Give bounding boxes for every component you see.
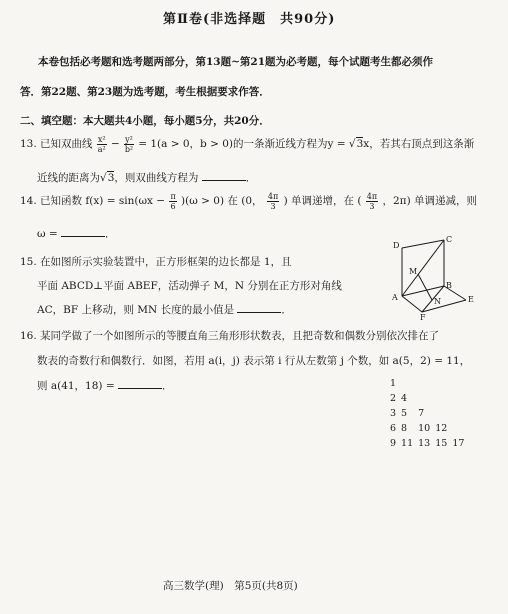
question-text: ) 单调递增，在 ( bbox=[283, 195, 362, 207]
question-text: 已知函数 f(x) = sin(ωx − bbox=[40, 195, 166, 207]
fraction-y2-b2: $\frac{\text{y²}}{\text{b²}}$ bbox=[124, 134, 134, 154]
table-cell: 13 bbox=[418, 438, 431, 449]
question-text: 在如图所示实验装置中，正方形框架的边长都是 1，且 bbox=[40, 256, 292, 268]
question-15-line-3 bbox=[37, 302, 292, 317]
vertex-label-E: E bbox=[468, 295, 474, 304]
table-cell: 15 bbox=[435, 438, 448, 449]
question-number: 15. bbox=[20, 256, 37, 268]
intro-line-1: 本卷包括必考题和选考题两部分，第13题~第21题为必考题，每个试题考生都必须作 bbox=[38, 56, 434, 68]
table-cell: 8 bbox=[401, 423, 408, 434]
table-cell: 2 bbox=[390, 393, 397, 404]
question-number: 13. bbox=[20, 138, 37, 150]
question-14-line-2 bbox=[37, 226, 116, 241]
fraction-4pi-3: $\frac{4\pi}{3}$ bbox=[267, 191, 279, 211]
cube-frame-figure bbox=[384, 234, 484, 320]
question-text: 已知双曲线 bbox=[40, 138, 93, 150]
question-16-line-1 bbox=[20, 328, 439, 343]
period: ． bbox=[105, 228, 116, 240]
answer-blank[interactable] bbox=[237, 303, 281, 313]
question-number: 14. bbox=[20, 195, 37, 207]
table-cell: 3 bbox=[390, 408, 397, 419]
answer-blank[interactable] bbox=[118, 379, 162, 389]
vertex-label-F: F bbox=[420, 313, 426, 320]
question-13-line-1 bbox=[20, 134, 474, 154]
triangle-number-table bbox=[390, 376, 469, 451]
period: ． bbox=[245, 172, 257, 184]
question-text: ω = bbox=[37, 228, 58, 240]
sqrt-symbol: √3 bbox=[100, 172, 115, 184]
period: ． bbox=[281, 304, 292, 316]
table-cell: 11 bbox=[401, 438, 414, 449]
table-cell: 10 bbox=[418, 423, 431, 434]
page-title: 第Ⅱ卷(非选择题 共90分) bbox=[163, 12, 336, 27]
intro-line-2: 答．第22题、第23题为选考题，考生根据要求作答． bbox=[20, 86, 270, 98]
vertex-label-D: D bbox=[393, 241, 400, 250]
question-13-line-2 bbox=[37, 170, 256, 185]
sqrt-symbol: √3 bbox=[348, 138, 364, 150]
table-cell: 5 bbox=[401, 408, 408, 419]
point-label-N: N bbox=[434, 297, 441, 306]
question-text: ，则双曲线方程为 bbox=[114, 172, 199, 184]
fraction-4pi-3: $\frac{4\pi}{3}$ bbox=[366, 191, 378, 211]
question-text: 则 a(41，18) = bbox=[37, 380, 115, 392]
question-text: )(ω > 0) 在 (0， bbox=[181, 195, 263, 207]
question-15-line-1 bbox=[20, 254, 292, 269]
fraction-pi-6: $\frac{\pi}{6}$ bbox=[170, 191, 176, 211]
question-15-line-2: 平面 ABCD⊥平面 ABEF，活动弹子 M，N 分别在正方形对角线 bbox=[37, 280, 342, 292]
question-text: ，2π) 单调递减，则 bbox=[382, 195, 477, 207]
answer-blank[interactable] bbox=[202, 171, 246, 181]
table-cell: 9 bbox=[390, 438, 397, 449]
vertex-label-B: B bbox=[446, 281, 452, 290]
question-text: 某同学做了一个如图所示的等腰直角三角形形状数表，且把奇数和偶数分别依次排在了 bbox=[40, 330, 440, 342]
table-cell: 6 bbox=[390, 423, 397, 434]
table-row bbox=[390, 436, 469, 451]
table-cell: 17 bbox=[452, 438, 465, 449]
question-number: 16. bbox=[20, 330, 37, 342]
section-heading: 二、填空题：本大题共4小题，每小题5分，共20分． bbox=[20, 115, 270, 127]
point-label-M: M bbox=[409, 267, 418, 276]
table-cell: 12 bbox=[435, 423, 448, 434]
table-row bbox=[390, 406, 469, 421]
question-text: x，若其右顶点到这条渐 bbox=[363, 138, 475, 150]
table-row bbox=[390, 421, 469, 436]
minus-sign: − bbox=[110, 138, 120, 150]
table-cell: 4 bbox=[401, 393, 408, 404]
question-16-line-2: 数表的奇数行和偶数行．如图，若用 a(i，j) 表示第 i 行从左数第 j 个数，如 a(5，2) = 11， bbox=[37, 355, 471, 367]
question-16-line-3 bbox=[37, 378, 173, 393]
vertex-label-C: C bbox=[446, 235, 453, 244]
table-row bbox=[390, 376, 469, 391]
question-14-line-1 bbox=[20, 190, 477, 212]
table-cell: 7 bbox=[418, 408, 425, 419]
period: ． bbox=[162, 380, 173, 392]
table-cell: 1 bbox=[390, 378, 397, 389]
answer-blank[interactable] bbox=[61, 227, 105, 237]
vertex-label-A: A bbox=[392, 293, 398, 302]
fraction-x2-a2: $\frac{\text{x²}}{\text{a²}}$ bbox=[97, 134, 106, 154]
question-text: 近线的距离为 bbox=[37, 172, 100, 184]
page-footer: 高三数学(理) 第5页(共8页) bbox=[163, 580, 298, 592]
question-text: AC，BF 上移动，则 MN 长度的最小值是 bbox=[37, 304, 235, 316]
question-text: = 1(a > 0，b > 0)的一条渐近线方程为y = bbox=[138, 138, 346, 150]
table-row bbox=[390, 391, 469, 406]
